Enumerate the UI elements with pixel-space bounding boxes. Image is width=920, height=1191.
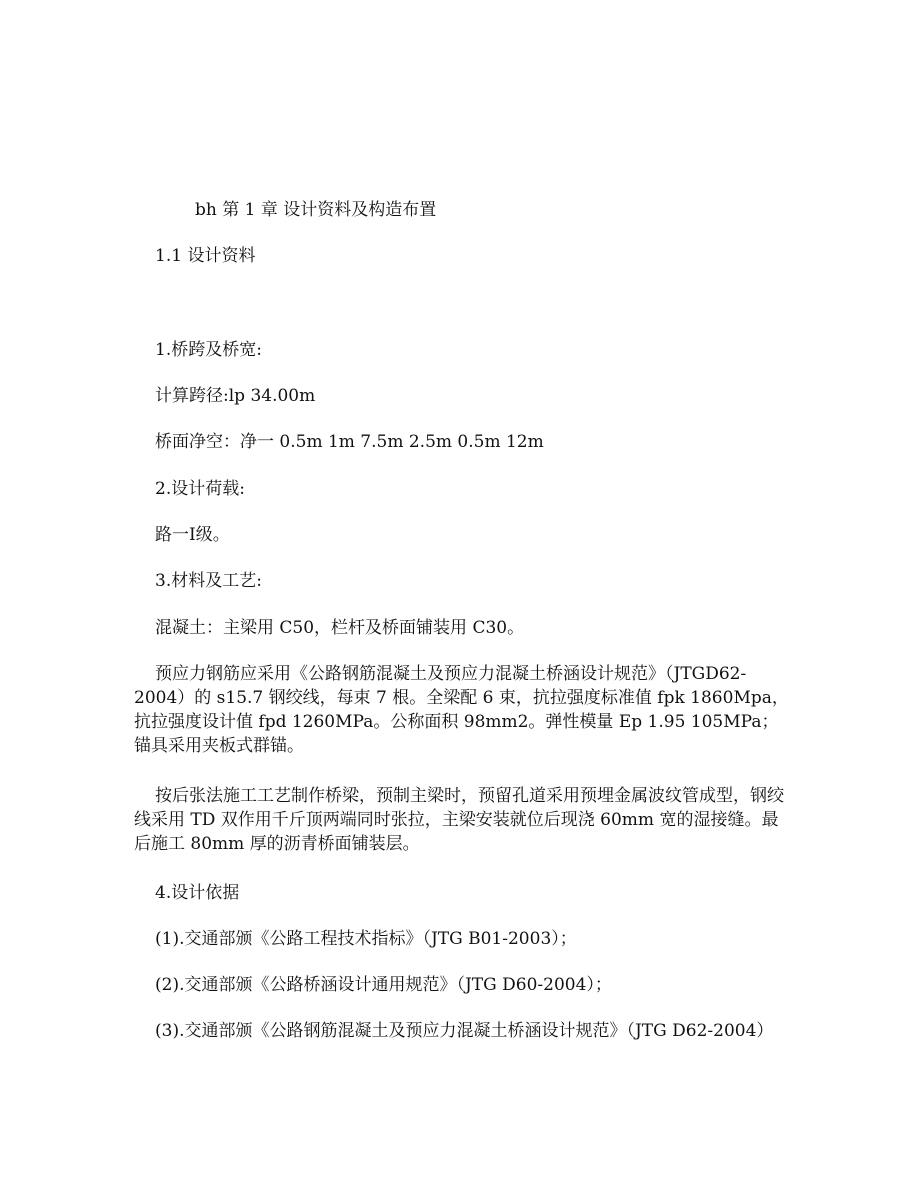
concrete-spec: 混凝土：主梁用 C50，栏杆及桥面铺装用 C30。 — [155, 618, 525, 638]
chapter-title: bh 第 1 章 设计资料及构造布置 — [195, 200, 437, 220]
material-heading: 3.材料及工艺: — [155, 571, 262, 591]
process-paragraph: 按后张法施工工艺制作桥梁，预制主梁时，预留孔道采用预埋金属波纹管成型，钢绞线采用 TD 双作用千斤顶两端同时张拉，主梁安装就位后现浇 60mm 宽的湿接缝。最后施工 80mm 厚的沥青桥面铺装层。 — [134, 786, 784, 854]
calc-span: 计算跨径:lp 34.00m — [155, 386, 316, 406]
section-title: 1.1 设计资料 — [155, 246, 256, 266]
basis-item-2: (2).交通部颁《公路桥涵设计通用规范》（JTG D60-2004）； — [155, 975, 612, 995]
span-heading: 1.桥跨及桥宽: — [155, 340, 262, 360]
load-value: 路一Ⅰ级。 — [155, 525, 230, 545]
basis-item-3: (3).交通部颁《公路钢筋混凝土及预应力混凝土桥涵设计规范》（JTG D62-2004） — [155, 1021, 774, 1041]
deck-clearance: 桥面净空：净一 0.5m 1m 7.5m 2.5m 0.5m 12m — [155, 432, 544, 452]
prestress-paragraph: 预应力钢筋应采用《公路钢筋混凝土及预应力混凝土桥涵设计规范》（JTGD62-2004）的 s15.7 钢绞线，每束 7 根。全梁配 6 束，抗拉强度标准值 fpk 1860Mpa，抗拉强度设计值 fpd 1260MPa。公称面积 98mm2。弹性模量 Ep 1.95 105MPa；锚具采用夹板式群锚。 — [134, 664, 789, 756]
basis-heading: 4.设计依据 — [155, 883, 240, 903]
load-heading: 2.设计荷载: — [155, 479, 245, 499]
basis-item-1: (1).交通部颁《公路工程技术指标》（JTG B01-2003）； — [155, 929, 577, 949]
